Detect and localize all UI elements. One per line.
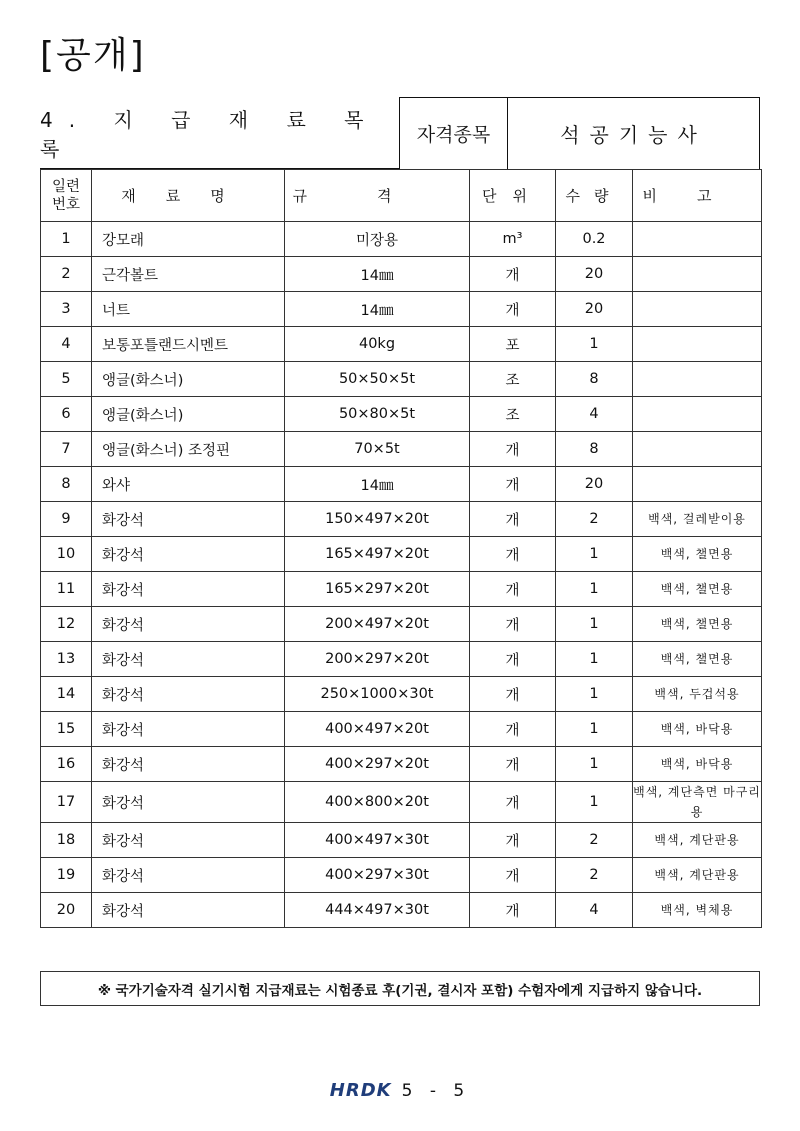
cell-spec: 150×497×20t <box>285 502 470 537</box>
cell-unit: 개 <box>470 502 556 537</box>
col-header-spec: 규격 <box>285 170 470 222</box>
table-row <box>41 642 762 677</box>
cell-no: 1 <box>41 222 92 257</box>
cell-spec: 400×497×20t <box>285 712 470 747</box>
cell-name: 와샤 <box>92 467 285 502</box>
cell-name: 보통포틀랜드시멘트 <box>92 327 285 362</box>
table-row <box>41 537 762 572</box>
cell-remark <box>633 292 762 327</box>
cell-remark: 백색, 챌면용 <box>633 607 762 642</box>
cell-name: 앵글(화스너) <box>92 362 285 397</box>
table-row <box>41 893 762 928</box>
table-row <box>41 292 762 327</box>
cell-spec: 14㎜ <box>285 292 470 327</box>
table-row <box>41 712 762 747</box>
cell-no: 2 <box>41 257 92 292</box>
table-row <box>41 397 762 432</box>
table-row <box>41 362 762 397</box>
cell-name: 근각볼트 <box>92 257 285 292</box>
cell-name: 화강석 <box>92 677 285 712</box>
cell-remark: 백색, 계단판용 <box>633 823 762 858</box>
table-row <box>41 823 762 858</box>
cell-no: 19 <box>41 858 92 893</box>
cell-unit: 개 <box>470 823 556 858</box>
cell-name: 너트 <box>92 292 285 327</box>
cell-qty: 1 <box>556 782 633 823</box>
cell-remark: 백색, 챌면용 <box>633 642 762 677</box>
col-header-no-line1: 일련 <box>51 178 80 195</box>
cell-unit: m³ <box>470 222 556 257</box>
cell-spec: 400×297×20t <box>285 747 470 782</box>
cell-unit: 개 <box>470 642 556 677</box>
cell-remark <box>633 432 762 467</box>
cell-spec: 50×80×5t <box>285 397 470 432</box>
cell-no: 6 <box>41 397 92 432</box>
col-header-name: 재료명 <box>92 170 285 222</box>
cell-spec: 400×297×30t <box>285 858 470 893</box>
table-row <box>41 677 762 712</box>
cell-remark: 백색, 챌면용 <box>633 537 762 572</box>
cell-qty: 1 <box>556 537 633 572</box>
cell-remark: 백색, 바닥용 <box>633 712 762 747</box>
cell-name: 강모래 <box>92 222 285 257</box>
cell-qty: 1 <box>556 327 633 362</box>
cell-remark: 백색, 걸레받이용 <box>633 502 762 537</box>
cell-qty: 1 <box>556 642 633 677</box>
cell-remark: 백색, 계단측면 마구리용 <box>633 782 762 823</box>
cell-unit: 개 <box>470 572 556 607</box>
cell-qty: 8 <box>556 432 633 467</box>
cell-spec: 165×297×20t <box>285 572 470 607</box>
cell-no: 7 <box>41 432 92 467</box>
table-row <box>41 607 762 642</box>
cell-remark <box>633 467 762 502</box>
cell-unit: 개 <box>470 607 556 642</box>
cell-remark <box>633 222 762 257</box>
cell-qty: 1 <box>556 712 633 747</box>
cell-unit: 개 <box>470 747 556 782</box>
cell-unit: 포 <box>470 327 556 362</box>
cell-spec: 40kg <box>285 327 470 362</box>
cell-spec: 400×497×30t <box>285 823 470 858</box>
table-row <box>41 432 762 467</box>
cell-qty: 1 <box>556 677 633 712</box>
cell-remark <box>633 327 762 362</box>
cell-name: 화강석 <box>92 572 285 607</box>
cell-qty: 1 <box>556 572 633 607</box>
cell-spec: 250×1000×30t <box>285 677 470 712</box>
cell-unit: 개 <box>470 712 556 747</box>
cell-remark: 백색, 계단판용 <box>633 858 762 893</box>
col-header-remark: 비고 <box>633 170 762 222</box>
cell-qty: 0.2 <box>556 222 633 257</box>
cell-name: 앵글(화스너) <box>92 397 285 432</box>
cell-no: 12 <box>41 607 92 642</box>
cell-name: 화강석 <box>92 823 285 858</box>
notice: ※ 국가기술자격 실기시험 지급재료는 시험종료 후(기권, 결시자 포함) 수험자에게 지급하지 않습니다. <box>40 971 760 1006</box>
cell-no: 5 <box>41 362 92 397</box>
table-row <box>41 222 762 257</box>
table-row <box>41 257 762 292</box>
cell-unit: 개 <box>470 782 556 823</box>
cell-no: 16 <box>41 747 92 782</box>
cell-unit: 개 <box>470 858 556 893</box>
cell-spec: 444×497×30t <box>285 893 470 928</box>
section-header <box>40 97 760 169</box>
cell-no: 15 <box>41 712 92 747</box>
page-number: 5 - 5 <box>401 1080 471 1101</box>
page-footer <box>0 1080 800 1101</box>
cell-no: 20 <box>41 893 92 928</box>
cell-qty: 20 <box>556 292 633 327</box>
qualification-box <box>399 97 760 169</box>
cell-no: 8 <box>41 467 92 502</box>
cell-spec: 14㎜ <box>285 467 470 502</box>
cell-no: 4 <box>41 327 92 362</box>
cell-name: 화강석 <box>92 893 285 928</box>
cell-remark: 백색, 챌면용 <box>633 572 762 607</box>
cell-unit: 개 <box>470 432 556 467</box>
cell-remark <box>633 397 762 432</box>
cell-remark <box>633 362 762 397</box>
cell-qty: 1 <box>556 747 633 782</box>
cell-no: 13 <box>41 642 92 677</box>
cell-no: 18 <box>41 823 92 858</box>
cell-qty: 2 <box>556 502 633 537</box>
cell-spec: 165×497×20t <box>285 537 470 572</box>
cell-name: 화강석 <box>92 537 285 572</box>
cell-spec: 200×497×20t <box>285 607 470 642</box>
cell-name: 화강석 <box>92 607 285 642</box>
cell-remark <box>633 257 762 292</box>
cell-qty: 2 <box>556 823 633 858</box>
cell-qty: 4 <box>556 397 633 432</box>
col-header-no-line2: 번호 <box>51 196 80 213</box>
cell-spec: 50×50×5t <box>285 362 470 397</box>
cell-qty: 1 <box>556 607 633 642</box>
cell-unit: 조 <box>470 397 556 432</box>
cell-qty: 4 <box>556 893 633 928</box>
section-title: 4. 지 급 재 료 목 록 <box>40 97 399 169</box>
table-row <box>41 502 762 537</box>
cell-spec: 200×297×20t <box>285 642 470 677</box>
cell-name: 화강석 <box>92 782 285 823</box>
cell-no: 14 <box>41 677 92 712</box>
cell-unit: 조 <box>470 362 556 397</box>
cell-name: 화강석 <box>92 502 285 537</box>
cell-no: 10 <box>41 537 92 572</box>
disclosure-tag: [공개] <box>40 35 146 76</box>
cell-name: 화강석 <box>92 712 285 747</box>
table-row <box>41 858 762 893</box>
table-row <box>41 572 762 607</box>
table-row <box>41 327 762 362</box>
cell-unit: 개 <box>470 257 556 292</box>
col-header-no <box>41 170 92 222</box>
cell-unit: 개 <box>470 893 556 928</box>
col-header-qty: 수량 <box>556 170 633 222</box>
cell-remark: 백색, 두겁석용 <box>633 677 762 712</box>
cell-qty: 20 <box>556 467 633 502</box>
cell-no: 11 <box>41 572 92 607</box>
cell-name: 화강석 <box>92 747 285 782</box>
cell-no: 9 <box>41 502 92 537</box>
cell-name: 화강석 <box>92 642 285 677</box>
cell-unit: 개 <box>470 292 556 327</box>
table-row <box>41 782 762 823</box>
table-header-row <box>41 170 762 222</box>
cell-unit: 개 <box>470 467 556 502</box>
cell-name: 화강석 <box>92 858 285 893</box>
cell-unit: 개 <box>470 537 556 572</box>
cell-name: 앵글(화스너) 조정핀 <box>92 432 285 467</box>
cell-qty: 2 <box>556 858 633 893</box>
cell-qty: 8 <box>556 362 633 397</box>
materials-table <box>40 169 762 928</box>
qualification-value: 석공기능사 <box>560 123 707 147</box>
cell-remark: 백색, 바닥용 <box>633 747 762 782</box>
table-row <box>41 467 762 502</box>
cell-spec: 14㎜ <box>285 257 470 292</box>
qualification-label: 자격종목 <box>400 98 508 169</box>
cell-unit: 개 <box>470 677 556 712</box>
cell-remark: 백색, 벽체용 <box>633 893 762 928</box>
cell-no: 3 <box>41 292 92 327</box>
hrdk-logo: HRDK <box>329 1080 392 1101</box>
cell-spec: 400×800×20t <box>285 782 470 823</box>
cell-spec: 70×5t <box>285 432 470 467</box>
cell-no: 17 <box>41 782 92 823</box>
col-header-unit: 단위 <box>470 170 556 222</box>
cell-spec: 미장용 <box>285 222 470 257</box>
cell-qty: 20 <box>556 257 633 292</box>
table-row <box>41 747 762 782</box>
